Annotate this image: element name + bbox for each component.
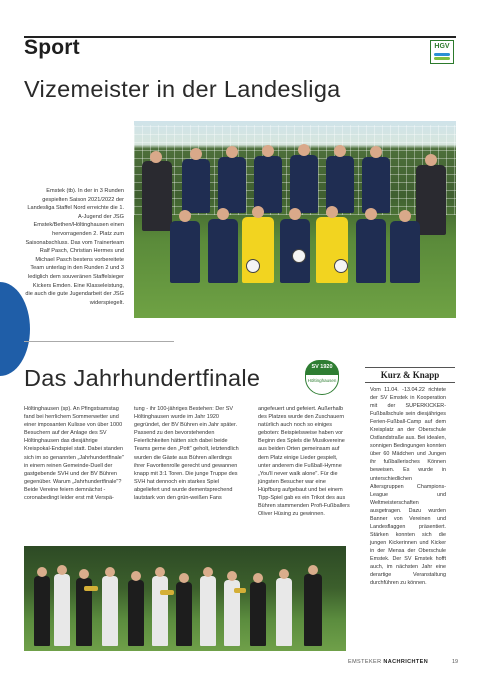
logo-wave-icon	[434, 53, 450, 56]
musician-figure	[34, 576, 50, 646]
musician-head	[179, 573, 189, 583]
player-head	[190, 148, 202, 160]
player-figure	[290, 155, 318, 213]
club-badge-bottom	[305, 374, 339, 395]
article-column: Höltinghausen (sp). An Pfingstsamstag fand bei herrlichem Sommerwetter und einer imposanten Kulisse von über 1000 Besuchern auf der Anlage des SV Höltinghausen das diesjährige Kreispokal-Endspiel statt. Dabei standen sich im so genannten „Jahrhundertfinale" in einem reinen Gemeinde-Duell der gastgebende SVH und der BV Bühren gegenüber. Warum „Jahrhundertfinale"? Beide Vereine feiern demnächst - coronabedingt leider erst mit Verspä-	[24, 406, 124, 502]
player-head	[298, 144, 310, 156]
player-figure	[326, 156, 354, 213]
musician-head	[279, 569, 289, 579]
goalkeeper-figure	[316, 217, 348, 283]
player-head	[425, 154, 437, 166]
logo-wave-icon	[434, 57, 450, 60]
goalkeeper-figure	[242, 217, 274, 283]
player-head	[150, 151, 162, 163]
sidebar-text: Vom 11.04. -13.04.22 richtete der SV Emstek in Kooperation mit der SUPERKICKER-Fußballschule sein diesjähriges Ferien-Fußball-Camp auf dem Kreisplatz an der Oberschule Ostlandstraße aus. Bei idealen, sonnigen Bedingungen konnten über 60 Mädchen und Jungen ihr fußballerisches Können beweisen. Es wurde in unterschiedlichen Altersgruppen Champions-League und Weltmeisterschaften ausgetragen. Dazu wurden Banner von Vereinen und Landesflaggen präsentiert. Stärken konnten sich die jungen Kickerinnen und Kicker in der Mensa der Oberschule Emstek. Der SV Emstek hofft auch, im nächsten Jahr eine derartige Veranstaltung durchführen zu können.	[370, 387, 446, 587]
article-column: tung - ihr 100-jähriges Bestehen: Der SV Höltinghausen wurde im Jahr 1920 gegründet, der BV Bühren ein Jahr später. Passend zu den bevorstehenden Feierlichkeiten hätten sich dabei beide Teams gerne den „Pott" geholt, letztendlich wurden die Gäste aus Bühren allerdings ihrer Favoritenrolle gerecht und gewannen knapp mit 3:1 Toren. Die junge Truppe des SVH hat dennoch ein starkes Spiel abgeliefert und wurde dementsprechend lautstark von den grün-weißen Fans	[134, 406, 239, 502]
article-headline: Vizemeister in der Landesliga	[24, 76, 341, 102]
musician-figure	[176, 582, 192, 646]
musician-head	[37, 567, 47, 577]
player-figure	[170, 221, 200, 283]
player-head	[217, 208, 229, 220]
musician-head	[131, 571, 141, 581]
player-figure	[182, 159, 210, 213]
trumpet-icon	[234, 588, 246, 593]
player-head	[365, 208, 377, 220]
musician-head	[105, 567, 115, 577]
musician-figure	[128, 580, 144, 646]
musician-head	[79, 569, 89, 579]
team-photo	[134, 121, 456, 318]
musician-figure	[276, 578, 292, 646]
article-headline: Das Jahrhundertfinale	[24, 365, 261, 391]
musician-head	[203, 567, 213, 577]
player-figure	[390, 221, 420, 283]
section-divider	[24, 341, 174, 342]
musician-head	[155, 567, 165, 577]
footer-brand-bold: NACHRICHTEN	[383, 659, 429, 665]
football-icon	[246, 259, 260, 273]
player-figure	[254, 156, 282, 213]
player-head	[226, 146, 238, 158]
player-head	[370, 146, 382, 158]
player-head	[252, 206, 264, 218]
player-figure	[142, 161, 172, 231]
musician-figure	[304, 574, 322, 646]
player-head	[262, 145, 274, 157]
football-icon	[334, 259, 348, 273]
player-figure	[416, 165, 446, 235]
musician-head	[308, 565, 318, 575]
hgv-logo-text: HGV	[434, 43, 450, 50]
player-head	[179, 210, 191, 222]
club-badge-name: Höltinghausen	[307, 378, 337, 383]
player-figure	[362, 157, 390, 213]
player-figure	[356, 219, 386, 283]
musician-figure	[102, 576, 118, 646]
player-head	[326, 206, 338, 218]
footer-brand	[348, 659, 428, 665]
musician-head	[227, 571, 237, 581]
player-figure	[208, 219, 238, 283]
club-badge-top: SV 1920	[305, 360, 339, 374]
football-icon	[292, 249, 306, 263]
player-head	[399, 210, 411, 222]
player-head	[289, 208, 301, 220]
hgv-logo	[430, 40, 454, 64]
musician-figure	[54, 574, 70, 646]
footer-brand-light: EMSTEKER	[348, 659, 384, 665]
article-intro: Emstek (tb). In der in 3 Runden gespielten Saison 2021/2022 der Landesliga Staffel Nord erreichte die 1. A-Jugend der JSG Emstek/Bethen/Höltinghausen einen hervorragenden 2. Platz zum Saisonabschluss. Das vom Trainerteam Ralf Pasch, Christian Hermes und Michael Pasch bestens vorbereitete Team unterlag in den Runden 2 und 3 lediglich dem souveränen Staffelsieger Kickers Emden. Eine Klasseleistung, die auch die gute Jugendarbeit der JSG widerspiegelt.	[25, 188, 124, 306]
musician-head	[253, 573, 263, 583]
top-rule	[24, 36, 456, 38]
page-number: 19	[452, 659, 459, 665]
player-head	[334, 145, 346, 157]
musician-figure	[250, 582, 266, 646]
musician-figure	[200, 576, 216, 646]
trumpet-icon	[160, 590, 174, 595]
musician-figure	[152, 576, 168, 646]
band-photo	[24, 546, 346, 651]
sidebar-title: Kurz & Knapp	[365, 367, 455, 383]
section-title: Sport	[24, 36, 80, 59]
article-column: angefeuert und gefeiert. Außerhalb des Platzes wurde den Zuschauern natürlich auch noch so einiges geboten: Beispielsweise haben vor Beginn des Spiels die Musikvereine aus beiden Orten gemeinsam auf dem Platz einige Lieder gespielt, unter anderem die Fußball-Hymne „You'll never walk alone". Für die jüngsten Besucher war eine Hüpfburg aufgebaut und bei einem Tipp-Spiel gab es ein Trikot des aus Bühren stammenden Profi-Fußballers Oliver Hüsing zu gewinnen.	[258, 406, 350, 518]
musician-head	[57, 565, 67, 575]
trumpet-icon	[84, 586, 98, 591]
club-badge	[305, 360, 339, 394]
player-figure	[218, 157, 246, 213]
